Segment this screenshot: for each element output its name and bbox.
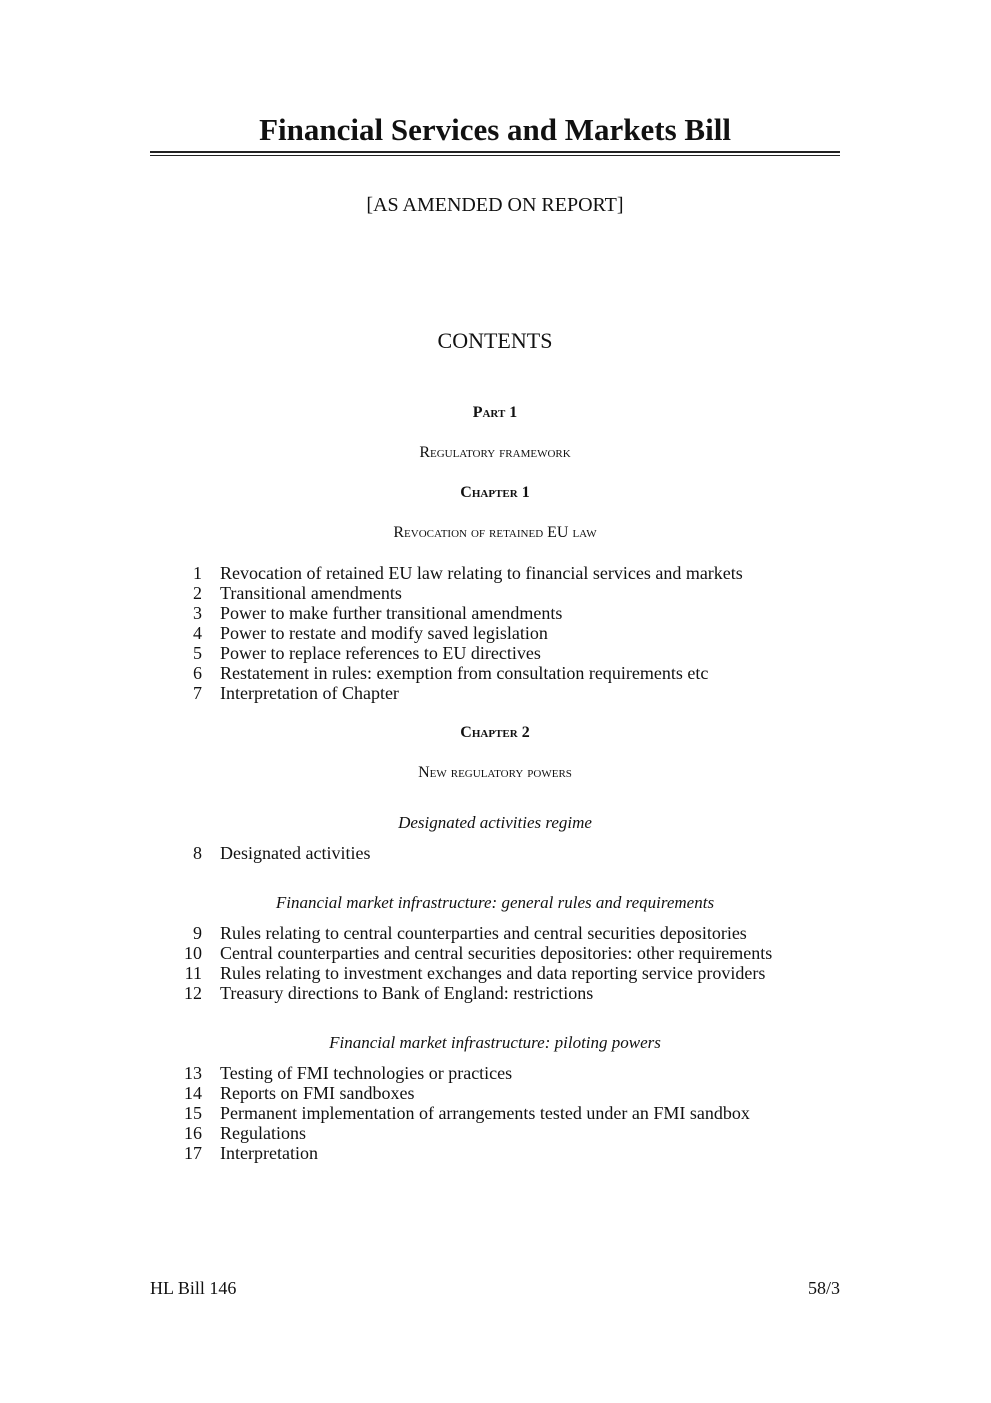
item-text: Revocation of retained EU law relating to financial services and markets xyxy=(220,563,743,583)
sub3-list xyxy=(160,1063,860,1163)
list-item[interactable] xyxy=(160,603,860,623)
list-item[interactable] xyxy=(160,1123,860,1143)
contents-heading: CONTENTS xyxy=(437,328,553,353)
item-number: 16 xyxy=(184,1123,202,1143)
title-rule-thin xyxy=(150,155,840,156)
item-number: 6 xyxy=(193,663,202,683)
item-text: Power to make further transitional amendments xyxy=(220,603,563,623)
subheading-fmi-piloting: Financial market infrastructure: piloting powers xyxy=(329,1033,661,1052)
chapter2-heading: Chapter 2 xyxy=(460,724,530,741)
item-number: 10 xyxy=(184,943,202,963)
item-number: 5 xyxy=(193,643,202,663)
amended-note: [AS AMENDED ON REPORT] xyxy=(366,194,624,216)
item-number: 3 xyxy=(193,603,202,623)
chapter1-list xyxy=(160,563,860,703)
bill-number: HL Bill 146 xyxy=(150,1278,237,1298)
list-item[interactable] xyxy=(160,943,860,963)
item-number: 17 xyxy=(184,1143,202,1163)
chapter2-title: New regulatory powers xyxy=(418,764,572,781)
item-text: Permanent implementation of arrangements tested under an FMI sandbox xyxy=(220,1103,750,1123)
list-item[interactable] xyxy=(160,923,860,943)
item-text: Regulations xyxy=(220,1123,306,1143)
list-item[interactable] xyxy=(160,1103,860,1123)
item-number: 9 xyxy=(193,923,202,943)
list-item[interactable] xyxy=(160,643,860,663)
item-text: Power to restate and modify saved legislation xyxy=(220,623,548,643)
list-item[interactable] xyxy=(160,663,860,683)
list-item[interactable] xyxy=(160,623,860,643)
item-text: Power to replace references to EU directives xyxy=(220,643,541,663)
item-number: 4 xyxy=(193,623,202,643)
list-item[interactable] xyxy=(160,1143,860,1163)
sub1-list xyxy=(160,843,860,863)
list-item[interactable] xyxy=(160,583,860,603)
item-text: Designated activities xyxy=(220,843,371,863)
item-text: Rules relating to investment exchanges and data reporting service providers xyxy=(220,963,766,983)
item-text: Rules relating to central counterparties and central securities depositories xyxy=(220,923,747,943)
list-item[interactable] xyxy=(160,683,860,703)
item-number: 1 xyxy=(193,563,202,583)
part-heading: Part 1 xyxy=(472,404,518,421)
item-text: Central counterparties and central securities depositories: other requirements xyxy=(220,943,773,963)
item-number: 8 xyxy=(193,843,202,863)
list-item[interactable] xyxy=(160,563,860,583)
item-text: Interpretation xyxy=(220,1143,318,1163)
sub2-list xyxy=(160,923,860,1003)
list-item[interactable] xyxy=(160,963,860,983)
chapter1-title: Revocation of retained EU law xyxy=(393,524,597,541)
item-number: 7 xyxy=(193,683,202,703)
subheading-designated: Designated activities regime xyxy=(398,813,592,832)
item-text: Treasury directions to Bank of England: restrictions xyxy=(220,983,594,1003)
subheading-fmi-general: Financial market infrastructure: general rules and requirements xyxy=(275,893,715,912)
item-number: 14 xyxy=(184,1083,202,1103)
title-rule-thick xyxy=(150,151,840,153)
bill-reference: 58/3 xyxy=(807,1278,840,1298)
item-number: 12 xyxy=(184,983,202,1003)
item-text: Transitional amendments xyxy=(220,583,402,603)
item-text: Testing of FMI technologies or practices xyxy=(220,1063,513,1083)
item-text: Reports on FMI sandboxes xyxy=(220,1083,415,1103)
chapter1-heading: Chapter 1 xyxy=(460,484,530,501)
item-number: 11 xyxy=(184,963,202,983)
list-item[interactable] xyxy=(160,843,860,863)
item-number: 2 xyxy=(193,583,202,603)
item-number: 15 xyxy=(184,1103,202,1123)
list-item[interactable] xyxy=(160,1083,860,1103)
item-text: Restatement in rules: exemption from consultation requirements etc xyxy=(220,663,709,683)
item-text: Interpretation of Chapter xyxy=(220,683,399,703)
part-title: Regulatory framework xyxy=(419,444,571,461)
item-number: 13 xyxy=(184,1063,202,1083)
document-title: Financial Services and Markets Bill xyxy=(259,112,731,147)
list-item[interactable] xyxy=(160,1063,860,1083)
list-item[interactable] xyxy=(160,983,860,1003)
